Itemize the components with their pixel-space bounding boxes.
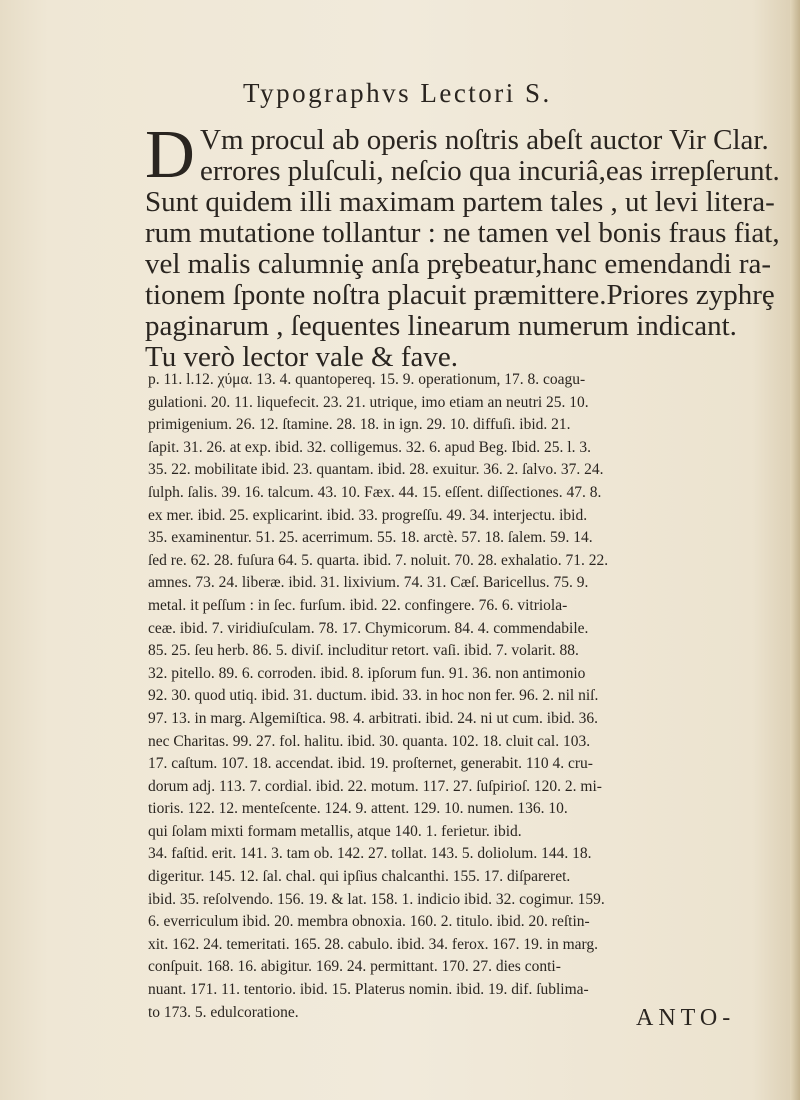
errata-list xyxy=(148,369,728,1021)
errata-line: nuant. 171. 11. tentorio. ibid. 15. Platerus nomin. ibid. 19. dif. ſublima- xyxy=(148,981,589,999)
errata-line: ſapit. 31. 26. at exp. ibid. 32. colligemus. 32. 6. apud Beg. Ibid. 25. l. 3. xyxy=(148,438,591,456)
errata-line: ſulph. ſalis. 39. 16. talcum. 43. 10. Fæx. 44. 15. eſſent. diſſectiones. 47. 8. xyxy=(148,483,602,501)
errata-line: 35. 22. mobilitate ibid. 23. quantam. ibid. 28. exuitur. 36. 2. ſalvo. 37. 24. xyxy=(148,461,604,479)
errata-line: ex mer. ibid. 25. explicarint. ibid. 33. progreſſu. 49. 34. interjectu. ibid. xyxy=(148,506,588,524)
errata-line: p. 11. l.12. χύμα. 13. 4. quantopereq. 15. 9. operationum, 17. 8. coagu- xyxy=(148,371,586,388)
intro-line: vel malis calumniȩ anſa prȩbeatur,hanc emendandi ra- xyxy=(145,248,772,280)
errata-line: ſed re. 62. 28. fuſura 64. 5. quarta. ibid. 7. noluit. 70. 28. exhalatio. 71. 22. xyxy=(148,551,609,569)
errata-line: gulationi. 20. 11. liquefecit. 23. 21. utrique, imo etiam an neutri 25. 10. xyxy=(148,393,589,411)
errata-line: qui ſolam mixti formam metallis, atque 140. 1. ferietur. ibid. xyxy=(148,822,522,840)
errata-line: 34. faſtid. erit. 141. 3. tam ob. 142. 27. tollat. 143. 5. doliolum. 144. 18. xyxy=(148,845,592,863)
errata-line: dorum adj. 113. 7. cordial. ibid. 22. motum. 117. 27. ſuſpirioſ. 120. 2. mi- xyxy=(148,777,602,795)
errata-line: 17. caſtum. 107. 18. accendat. ibid. 19. proſternet, generabit. 110 4. cru- xyxy=(148,755,593,773)
drop-cap: D xyxy=(145,116,195,192)
errata-line: 92. 30. quod utiq. ibid. 31. ductum. ibid. 33. in hoc non fer. 96. 2. nil niſ. xyxy=(148,687,599,705)
errata-line: ceæ. ibid. 7. viridiuſculam. 78. 17. Chymicorum. 84. 4. commendabile. xyxy=(148,619,589,637)
errata-line: ibid. 35. reſolvendo. 156. 19. & lat. 158. 1. indicio ibid. 32. cogimur. 159. xyxy=(148,890,605,908)
intro-line: Tu verò lector vale & fave. xyxy=(145,341,458,373)
errata-line: 97. 13. in marg. Algemiſtica. 98. 4. arbitrati. ibid. 24. ni ut cum. ibid. 36. xyxy=(148,709,599,727)
intro-line: paginarum , ſequentes linearum numerum indicant. xyxy=(145,310,737,342)
intro-line: rum mutatione tollantur : ne tamen vel bonis fraus fiat, xyxy=(145,217,780,249)
intro-paragraph xyxy=(145,116,780,373)
errata-line: 6. everriculum ibid. 20. membra obnoxia. 160. 2. titulo. ibid. 20. reſtin- xyxy=(148,913,590,931)
intro-line: errores pluſculi, neſcio qua incuriâ,eas irrepſerunt. xyxy=(200,155,780,187)
errata-line: 32. pitello. 89. 6. corroden. ibid. 8. ipſorum fun. 91. 36. non antimonio xyxy=(148,664,586,682)
intro-line: Sunt quidem illi maximam partem tales , ut levi litera- xyxy=(145,186,775,218)
errata-line: primigenium. 26. 12. ſtamine. 28. 18. in ign. 29. 10. diffuſi. ibid. 21. xyxy=(148,416,571,434)
page-header: Typographvs Lectori S. xyxy=(243,78,552,108)
errata-line: metal. it peſſum : in ſec. furſum. ibid. 22. confingere. 76. 6. vitriola- xyxy=(148,596,568,614)
intro-line: Vm procul ab operis noſtris abeſt auctor Vir Clar. xyxy=(200,124,769,156)
errata-line: nec Charitas. 99. 27. fol. halitu. ibid. 30. quanta. 102. 18. cluit cal. 103. xyxy=(148,732,591,750)
errata-line: digeritur. 145. 12. ſal. chal. qui ipſius chalcanthi. 155. 17. diſpareret. xyxy=(148,868,571,886)
intro-line: tionem ſponte noſtra placuit præmittere.Priores zyphrȩ xyxy=(145,279,775,311)
errata-line: 85. 25. ſeu herb. 86. 5. diviſ. includitur retort. vaſi. ibid. 7. volarit. 88. xyxy=(148,642,579,660)
errata-line: tioris. 122. 12. menteſcente. 124. 9. attent. 129. 10. numen. 136. 10. xyxy=(148,800,568,818)
catchword: ANTO- xyxy=(636,1005,736,1031)
page-edge xyxy=(790,0,800,1100)
errata-line: conſpuit. 168. 16. abigitur. 169. 24. permittant. 170. 27. dies conti- xyxy=(148,958,561,976)
errata-line: 35. examinentur. 51. 25. acerrimum. 55. 18. arctè. 57. 18. ſalem. 59. 14. xyxy=(148,529,593,547)
errata-line: to 173. 5. edulcoratione. xyxy=(148,1003,299,1021)
errata-line: xit. 162. 24. temeritati. 165. 28. cabulo. ibid. 34. ferox. 167. 19. in marg. xyxy=(148,935,599,953)
errata-line: amnes. 73. 24. liberæ. ibid. 31. lixivium. 74. 31. Cæſ. Baricellus. 75. 9. xyxy=(148,574,589,592)
